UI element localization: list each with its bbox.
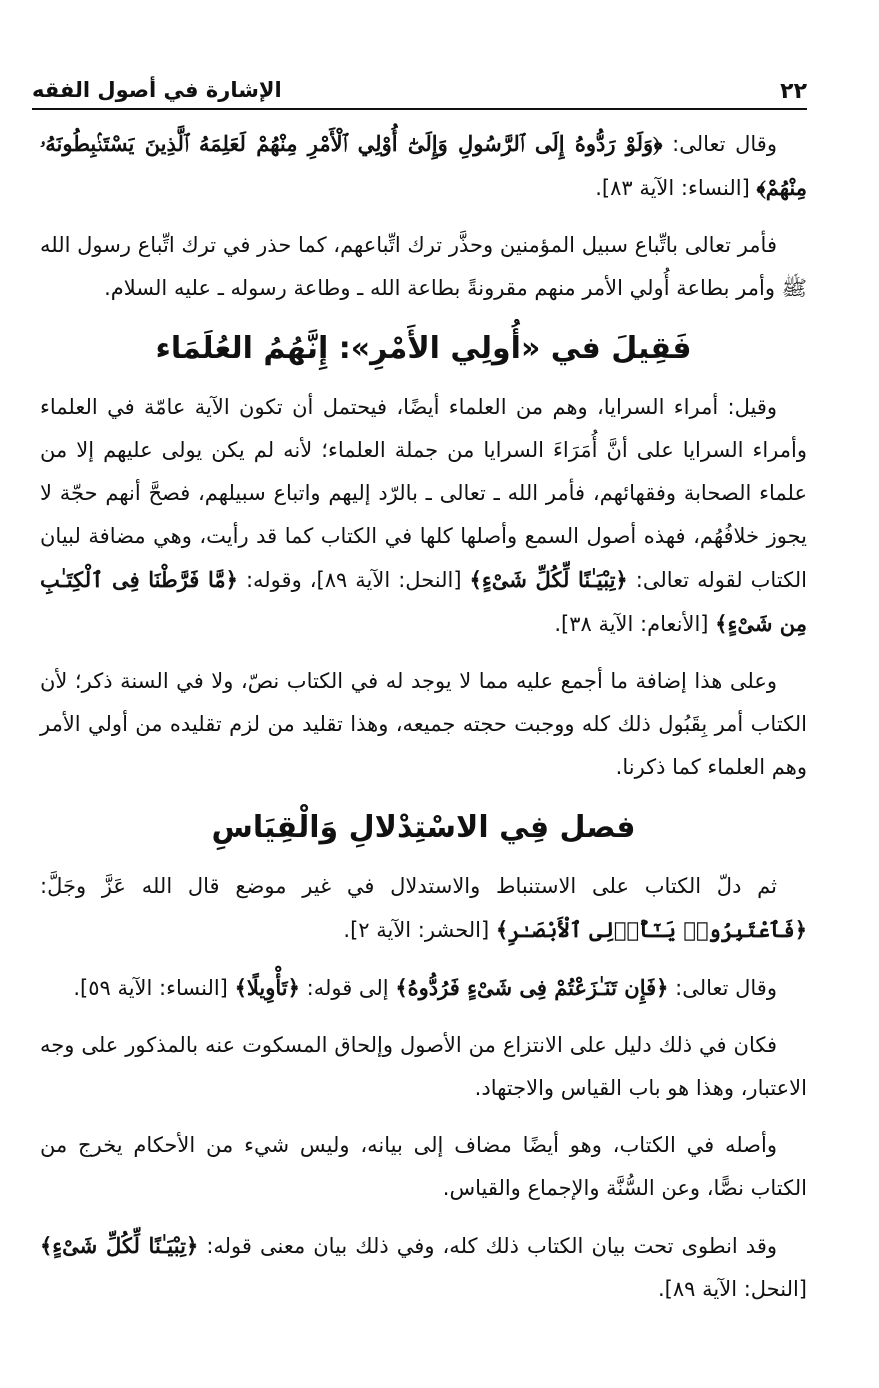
verse-reference: [الحشر: الآية ٢]. (343, 918, 496, 942)
verse-reference: [النساء: الآية ٥٩]. (73, 976, 235, 1000)
paragraph-7: فكان في ذلك دليل على الانتزاع من الأصول وإلحاق المسكوت عنه بالمذكور على وجه الاعتبار، وهذا هو باب القياس والاجتهاد. (40, 1033, 807, 1100)
p5-text: ثم دلّ الكتاب على الاستنباط والاستدلال في غير موضع قال الله عَزَّ وجَلَّ: (40, 874, 777, 898)
paragraph-8: وأصله في الكتاب، وهو أيضًا مضاف إلى بيانه، وليس شيء من الأحكام يخرج من الكتاب نصًّا، وعن السُّنَّة والإجماع والقياس. (40, 1133, 807, 1200)
book-title: الإشارة في أصول الفقه (32, 78, 282, 102)
paragraph-3 (40, 386, 807, 646)
paragraph-2: فأمر تعالى باتِّباع سبيل المؤمنين وحذَّر ترك اتِّباعهم، كما حذر في ترك اتِّباع رسول الله ﷺ وأمر بطاعة أُولي الأمر منهم مقرونةً بطاعة الله ـ وطاعة رسوله ـ عليه السلام. (40, 233, 807, 300)
p1-intro: وقال تعالى: (662, 132, 777, 156)
page-number: ٢٢ (780, 79, 807, 104)
running-header (32, 72, 807, 110)
verse-reference: [الأنعام: الآية ٣٨]. (554, 612, 716, 636)
quran-verse: ﴿تَأْوِيلًا﴾ (234, 975, 300, 1000)
paragraph-1 (40, 122, 807, 210)
p6-intro: وقال تعالى: (668, 976, 777, 1000)
quran-verse: ﴿وَلَوْ رَدُّوهُ إِلَى ٱلرَّسُولِ وَإِلَىٰٓ أُوْلِي ٱلْأَمْرِ مِنْهُمْ لَعَلِمَهُ ٱلَّذِينَ يَسْتَنۢبِطُونَهُۥ مِنْهُمْ﴾ (40, 131, 807, 200)
paragraph-5 (40, 865, 807, 952)
quran-verse: ﴿تِبْيَـٰنًا لِّكُلِّ شَىْءٍ﴾ (40, 1233, 199, 1258)
quran-verse: ﴿فَٱعْتَبِرُوا۟ يَـٰٓأُو۟لِى ٱلْأَبْصَـٰرِ﴾ (495, 917, 807, 942)
section-heading-istidlal: فصل فِي الاسْتِدْلالِ وَالْقِيَاسِ (211, 810, 636, 845)
quran-verse: ﴿تِبْيَـٰنًا لِّكُلِّ شَىْءٍ﴾ (469, 567, 628, 592)
paragraph-9 (40, 1224, 807, 1311)
page-body (40, 122, 807, 1325)
p9-text: وقد انطوى تحت بيان الكتاب ذلك كله، وفي ذلك بيان معنى قوله: (198, 1234, 778, 1258)
p3-text: وقيل: أمراء السرايا، وهم من العلماء أيضًا، فيحتمل أن تكون الآية عامّة في العلماء وأمراء السرايا على أنَّ أُمَرَاءَ السرايا من جملة العلماء؛ لأنه لم يكن يولى عليهم إلا من علماء الصحابة وفقهائهم، فأمر الله ـ تعالى ـ بالرّد إليهم واتباع سبيلهم، فصحَّ أنهم حجّة لا يجوز خلافُهُم، فهذه أصول السمع وأصلها كلها في الكتاب كما قد رأيت، وهي مضافة لبيان الكتاب لقوله تعالى: (40, 395, 807, 592)
paragraph-6 (40, 966, 807, 1010)
quran-verse: ﴿فَإِن تَنَـٰزَعْتُمْ فِى شَىْءٍ فَرُدُّوهُ﴾ (395, 975, 669, 1000)
verse-reference: [النساء: الآية ٨٣]. (595, 176, 757, 200)
paragraph-4: وعلى هذا إضافة ما أجمع عليه مما لا يوجد له في الكتاب نصّ، ولا في السنة ذكر؛ لأن الكتاب أمر بِقَبُول ذلك كله ووجبت حجته جميعه، وهذا تقليد من لزم تقليده من أولي الأمر وهم العلماء كما ذكرنا. (40, 669, 807, 779)
quran-verse: ﴿مَّا فَرَّطْنَا فِى ٱلْكِتَـٰبِ مِن شَىْءٍ﴾ (40, 567, 807, 636)
verse-reference: [النحل: الآية ٨٩]. (658, 1277, 807, 1301)
verse-reference: [النحل: الآية ٨٩]، وقوله: (237, 568, 470, 592)
section-heading-ulil-amr: فَقِيلَ في «أُولِي الأَمْرِ»: إِنَّهُمُ العُلَمَاء (155, 331, 692, 366)
p6-mid: إلى قوله: (299, 976, 396, 1000)
